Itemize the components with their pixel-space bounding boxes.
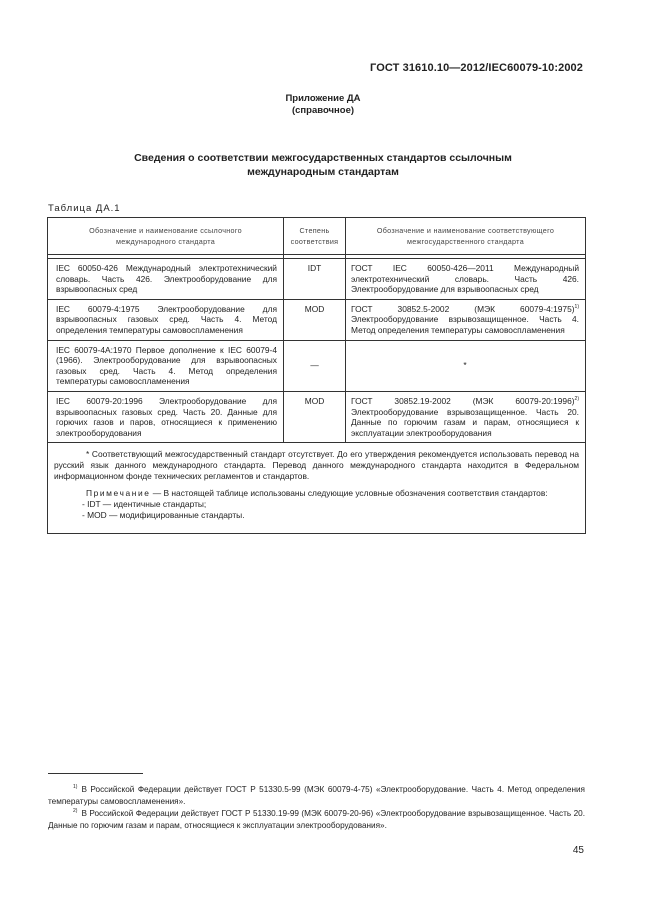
page-footnote-2 [48, 806, 585, 831]
table-row [48, 299, 586, 340]
footnote-mark: 1) [73, 784, 78, 790]
section-title-line-2: международным стандартам [247, 166, 399, 178]
intl-standard-cell: IEC 60079-4:1975 Электрооборудование для взрывоопасных газовых сред. Часть 4. Метод определения температуры самовоспламенения [48, 299, 284, 340]
national-standard-cell: * [346, 340, 586, 391]
appendix-heading [0, 93, 646, 117]
intl-standard-cell: IEC 60079-4A:1970 Первое дополнение к IEC 60079-4 (1966). Электрооборудование для взрывоопасных газовых сред. Часть 4. Метод определения температуры самовоспламенения [48, 340, 284, 391]
footnote-ref: 2) [574, 395, 579, 402]
note-item-mod: - MOD — модифицированные стандарты. [82, 510, 245, 521]
table-label: Таблица ДА.1 [48, 203, 121, 214]
section-title [0, 151, 646, 179]
degree-cell: MOD [284, 299, 346, 340]
intl-standard-cell: IEC 60079-20:1996 Электрооборудование для взрывоопасных газовых сред. Часть 20. Данные для горючих газов и паров, относящиеся к применению электрооборудования [48, 391, 284, 442]
header-col3-line2: межгосударственного стандарта [407, 237, 524, 246]
document-code: ГОСТ 31610.10—2012/IEC60079-10:2002 [370, 62, 583, 74]
correspondence-table [47, 217, 586, 534]
appendix-title: Приложение ДА [285, 93, 361, 104]
footnote-ref: 1) [574, 303, 579, 310]
table-row [48, 340, 586, 391]
header-col2-line2: соответствия [290, 237, 339, 246]
national-standard-code: ГОСТ 30852.19-2002 (МЭК 60079-20:1996) [351, 395, 575, 406]
national-standard-title: Электрооборудование взрывозащищенное. Часть 20. Данные по горючим газам и парам, относящиеся к эксплуатации электрооборудования [351, 406, 579, 438]
national-standard-cell [346, 299, 586, 340]
degree-cell: — [284, 340, 346, 391]
note-label: Примечание [86, 488, 151, 499]
page-number: 45 [572, 845, 584, 856]
section-title-line-1: Сведения о соответствии межгосударственных стандартов ссылочным [134, 152, 512, 164]
header-col3-line1: Обозначение и наименование соответствующего [376, 226, 555, 235]
asterisk-footnote: * Соответствующий межгосударственный стандарт отсутствует. До его утверждения рекомендуется использовать перевод на русский язык данного международного стандарта. Перевод данного международного стандарта находится в Федеральном информационном фонде технических регламентов и стандартов. [54, 449, 579, 482]
table-footnote-cell [48, 443, 586, 534]
header-degree [284, 218, 346, 255]
page-footnote-1 [48, 782, 585, 807]
table-header-row [48, 218, 586, 255]
appendix-subtitle: (справочное) [291, 105, 355, 116]
note-item-idt: - IDT — идентичные стандарты; [82, 499, 207, 510]
header-national-standard [346, 218, 586, 255]
header-col1-line1: Обозначение и наименование ссылочного [89, 226, 242, 235]
table-row [48, 391, 586, 442]
footnote-separator [48, 773, 143, 774]
table-footnote-row [48, 443, 586, 534]
national-standard-title: Электрооборудование взрывозащищенное. Часть 4. Метод определения температуры самовоспламенения [351, 314, 579, 335]
note-text: — В настоящей таблице использованы следующие условные обозначения соответствия стандартов: [150, 488, 548, 499]
intl-standard-cell: IEC 60050-426 Международный электротехнический словарь. Часть 426. Электрооборудование для взрывоопасных сред [48, 259, 284, 300]
header-col2-line1: Степень [299, 226, 330, 235]
degree-cell: MOD [284, 391, 346, 442]
footnote-text: В Российской Федерации действует ГОСТ Р 51330.19-99 (МЭК 60079-20-96) «Электрооборудование взрывозащищенное. Часть 20. Данные по горючим газам и парам, относящиеся к эксплуатации электрооборудования». [48, 809, 585, 830]
national-standard-cell [346, 391, 586, 442]
footnote-mark: 2) [73, 808, 78, 814]
header-col1-line2: международного стандарта [115, 237, 216, 246]
national-standard-cell: ГОСТ IEC 60050-426—2011 Международный электротехнический словарь. Часть 426. Электрооборудование для взрывоопасных сред [346, 259, 586, 300]
degree-cell: IDT [284, 259, 346, 300]
footnote-text: В Российской Федерации действует ГОСТ Р 51330.5-99 (МЭК 60079-4-75) «Электрооборудование. Часть 4. Метод определения температуры самовоспламенения». [48, 785, 585, 806]
table-row [48, 259, 586, 300]
national-standard-code: ГОСТ 30852.5-2002 (МЭК 60079-4:1975) [351, 303, 575, 314]
table-note [54, 488, 579, 499]
header-intl-standard [48, 218, 284, 255]
